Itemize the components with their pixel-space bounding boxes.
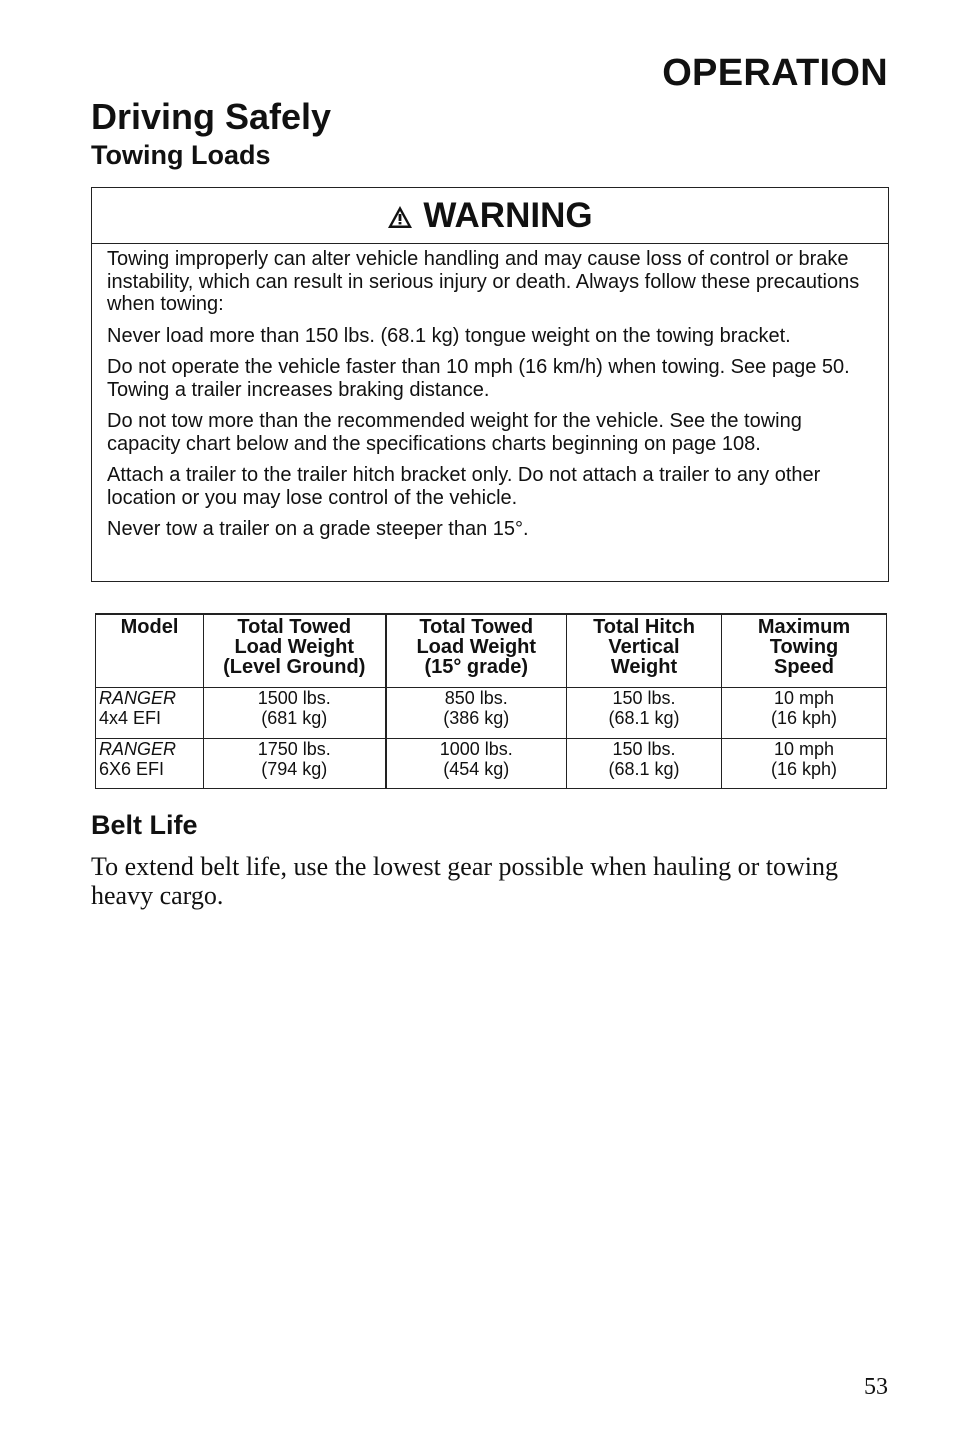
table-row	[96, 738, 887, 789]
column-header-model: Model	[96, 614, 204, 688]
section-header: OPERATION	[662, 52, 888, 94]
page-title: Driving Safely	[91, 96, 332, 137]
warning-paragraph: Towing improperly can alter vehicle handling and may cause loss of control or brake instability, which can result in serious injury or death. Always follow these precautions when towing:	[107, 248, 860, 315]
belt-life-text: To extend belt life, use the lowest gear possible when hauling or towing heavy cargo.	[91, 852, 838, 910]
towing-capacity-table	[95, 613, 887, 789]
warning-paragraph: Never load more than 150 lbs. (68.1 kg) tongue weight on the towing bracket.	[107, 324, 791, 347]
column-header-max-speed: Maximum Towing Speed	[722, 614, 887, 688]
page-number: 53	[864, 1374, 888, 1400]
cell-grade-weight: 1000 lbs. (454 kg)	[386, 738, 567, 789]
warning-box	[91, 187, 889, 582]
warning-paragraph: Do not tow more than the recommended weight for the vehicle. See the towing capacity chart below and the specifications charts beginning on page 108.	[107, 410, 802, 455]
warning-label: WARNING	[423, 195, 593, 235]
cell-level-weight: 1750 lbs. (794 kg)	[204, 738, 386, 789]
table-row	[96, 688, 887, 739]
column-header-level-weight: Total Towed Load Weight (Level Ground)	[204, 614, 386, 688]
cell-model: RANGER 6X6 EFI	[96, 738, 204, 789]
cell-grade-weight: 850 lbs. (386 kg)	[386, 688, 567, 739]
column-header-grade-weight: Total Towed Load Weight (15° grade)	[386, 614, 567, 688]
cell-max-speed: 10 mph (16 kph)	[722, 738, 887, 789]
cell-level-weight: 1500 lbs. (681 kg)	[204, 688, 386, 739]
cell-hitch-weight: 150 lbs. (68.1 kg)	[567, 738, 722, 789]
column-header-hitch-weight: Total Hitch Vertical Weight	[567, 614, 722, 688]
towing-loads-heading: Towing Loads	[91, 140, 271, 170]
belt-life-heading: Belt Life	[91, 810, 198, 840]
table-header-row	[96, 614, 887, 688]
cell-max-speed: 10 mph (16 kph)	[722, 688, 887, 739]
cell-model: RANGER 4x4 EFI	[96, 688, 204, 739]
cell-hitch-weight: 150 lbs. (68.1 kg)	[567, 688, 722, 739]
warning-paragraph: Never tow a trailer on a grade steeper than 15°.	[107, 518, 529, 540]
warning-body	[92, 244, 888, 541]
warning-triangle-icon	[387, 205, 413, 229]
warning-paragraph: Do not operate the vehicle faster than 10 mph (16 km/h) when towing. See page 50. Towing a trailer increases braking distance.	[107, 356, 850, 401]
warning-paragraph: Attach a trailer to the trailer hitch bracket only. Do not attach a trailer to any other location or you may lose control of the vehicle.	[107, 464, 821, 509]
warning-header	[92, 188, 888, 244]
